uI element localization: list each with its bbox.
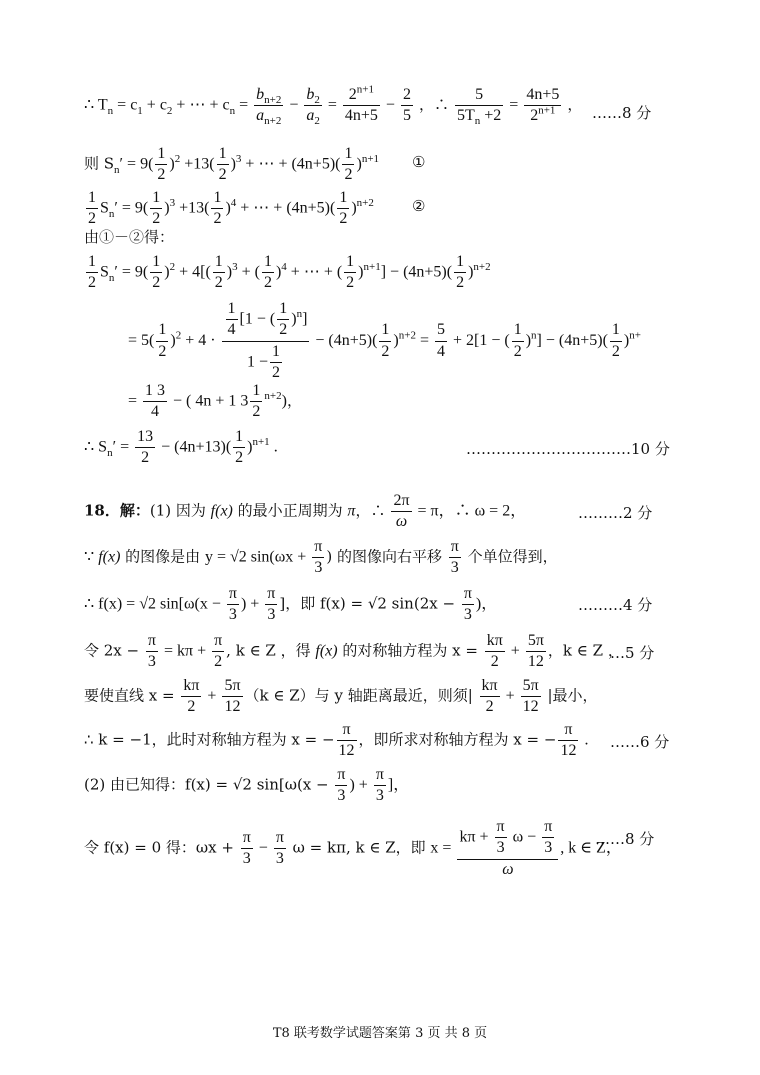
q18-part2-line1: (2) 由已知得：f(x) = √2 sin[ω(x − $\frac{\pi}{3}$ ) + $\frac{\pi}{3}$ ]， [84, 766, 410, 805]
q18-part1-line4: 令 2x − $\frac{\pi}{3}$ = kπ + $\frac{\pi}{2}$ , k ∈ Z ，得 f(x) 的对称轴方程为 x = $\frac{k\pi}{2}$ + $\frac{5\pi}{12}$ ，k ∈ Z ， [84, 632, 623, 671]
text: ，∴ [418, 95, 449, 114]
page-footer: T8 联考数学试题答案第 3 页 共 8 页 [272, 1026, 488, 1041]
tn-sum-line: ∴ $T_n = c_1 + c_2$ + ⋯ + $c_n$ = $\frac{b_{n+2}}{a_{n+2}}$ − $\frac{b_2}{a_2}$ = $\frac{2^{n+1}}{4n+5}$ − $\frac{2}{5}$ ，∴ $\frac{5}{5T_n +2}$ = $\frac{4n+5}{2^{n+1}}$ ， [84, 83, 583, 128]
score-10: ……………………………10 分 [466, 440, 670, 458]
subtract-line: 由①－②得： [84, 228, 175, 246]
sn-equation-2: $\frac{1}{2}$ $S_n' = 9$( $\frac{1}{2}$ )$^3$ +13( $\frac{1}{2}$ )$^4$ + ⋯ + (4n+5)( $\frac{1}{2}$ )$^{n+2}$ [88, 189, 374, 228]
equation-tag-2: ② [412, 197, 426, 215]
q18-part2-line2: 令 f(x) = 0 得：ωx + $\frac{\pi}{3}$ − $\frac{\pi}{3}$ ω = kπ, k ∈ Z，即 x = kπ + $\frac{\pi}{3}$ ω − $\frac{\pi}{3}$ ω , k ∈ Z， [84, 818, 622, 878]
score-6: ……6 分 [610, 733, 670, 751]
score-5: …5 分 [610, 644, 655, 662]
score-8a: ……8 分 [592, 104, 652, 122]
fraction: $\frac{b_{n+2}}{a_{n+2}}$ [256, 86, 282, 128]
sn-equation-1: 则 $S_n' = 9$( $\frac{1}{2}$ )$^2$ +13( $\frac{1}{2}$ )$^3$ + ⋯ + (4n+5)( $\frac{1}{2}$ )$^{n+1}$ [84, 145, 380, 184]
score-4: ………4 分 [578, 596, 653, 614]
score-2: ………2 分 [578, 504, 653, 522]
q18-part1-line3: ∴ f(x) = √2 sin[ω(x − $\frac{\pi}{3}$ ) + $\frac{\pi}{3}$ ]，即 f(x) = √2 sin(2x − $\frac{\pi}{3}$ )， [84, 585, 498, 624]
fraction: $\frac{5}{5T_n +2}$ [456, 86, 502, 128]
text: ， [567, 95, 583, 114]
fraction: $\frac{2}{5}$ [402, 86, 411, 125]
solution-fraction: kπ + $\frac{\pi}{3}$ ω − $\frac{\pi}{3}$ ω [457, 818, 558, 879]
fraction: $\frac{2^{n+1}}{4n+5}$ [344, 83, 378, 125]
text: = c [113, 96, 138, 114]
q18-part1-line2: ∵ f(x) 的图像是由 y = √2 sin(ωx + $\frac{\pi}{3}$ ) 的图像向右平移 $\frac{\pi}{3}$ 个单位得到， [84, 538, 558, 577]
sub: n [229, 104, 236, 117]
tn-label: ∴ T [84, 96, 108, 114]
fraction: $\frac{4n+5}{2^{n+1}}$ [526, 86, 560, 125]
sub: n [107, 104, 114, 117]
fraction: $\frac{b_2}{a_2}$ [306, 86, 320, 128]
simplified-line: = $\frac{1 3}{4}$ − ( 4n + 1 3 $\frac{1}{2}$ $^{n+2}$)， [128, 382, 302, 421]
equation-tag-1: ① [412, 153, 426, 171]
difference-line: $\frac{1}{2}$ $S_n' = 9$( $\frac{1}{2}$ )$^2$ + 4[( $\frac{1}{2}$ )$^3$ + ( $\frac{1}{2}$ )$^4$ + ⋯ + ( $\frac{1}{2}$ )$^{n+1}$] − (4n+5)( $\frac{1}{2}$ )$^{n+2}$ [88, 253, 491, 292]
compound-fraction: $\frac{1}{4}$ [1 − ( $\frac{1}{2}$ )$^n$] 1 − $\frac{1}{2}$ [222, 300, 310, 383]
text: + c [142, 96, 167, 114]
q18-part1-line1: 18．解：(1) 因为 f(x) 的最小正周期为 π，∴ $\frac{2\pi}{\omega}$ = π，∴ ω = 2， [84, 492, 527, 531]
sn-result-line: ∴ $S_n'$ = $\frac{13}{2}$ − (4n+13)( $\frac{1}{2}$ )$^{n+1}$ . [84, 428, 278, 467]
text: = [235, 96, 249, 114]
geometric-sum-line: = 5( $\frac{1}{2}$ )$^2$ + 4 · $\frac{1}{4}$ [1 − ( $\frac{1}{2}$ )$^n$] 1 − $\frac{1}{2}$ − (4n+5)( $\frac{1}{2}$ )$^{n+2}$ = $\frac{5}{4}$ + 2[1 − ( $\frac{1}{2}$ )$^n$] − (4n+5)( $\frac{1}{2}$ )$^{n+}$ [128, 300, 641, 382]
q18-part1-line5: 要使直线 x = $\frac{k\pi}{2}$ + $\frac{5\pi}{12}$ （k ∈ Z）与 y 轴距离最近，则须| $\frac{k\pi}{2}$ + $\frac{5\pi}{12}$ |最小， [84, 677, 598, 716]
q18-part1-line6: ∴ k = −1，此时对称轴方程为 x = − $\frac{\pi}{12}$ ，即所求对称轴方程为 x = − $\frac{\pi}{12}$ . [84, 721, 589, 760]
question-heading: 18．解： [84, 501, 150, 520]
score-8b: ……8 分 [595, 830, 655, 848]
text: + ⋯ + c [172, 96, 230, 114]
